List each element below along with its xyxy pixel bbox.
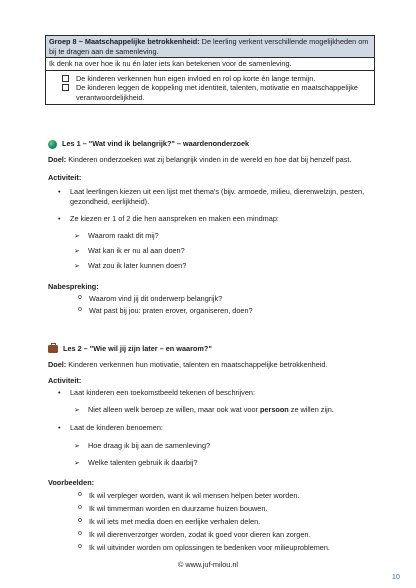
briefcase-icon	[48, 345, 58, 353]
les1-section	[48, 139, 378, 316]
arrow-item: ➢ Welke talenten gebruik ik daarbij?	[48, 458, 378, 468]
sub-item: o Waarom vind jij dit onderwerp belangrijk?	[48, 294, 378, 304]
doel-label: Doel:	[48, 155, 67, 164]
checklist-text: De kinderen leggen de koppeling met identiteit, talenten, motivatie en maatschappelijke verantwoordelijkheid.	[76, 83, 358, 102]
page-number: 10	[391, 572, 400, 581]
goal-table-header	[46, 36, 374, 58]
checklist-text: De kinderen verkennen hun eigen invloed en rol op korte én lange termijn.	[76, 73, 316, 83]
checkbox-icon	[62, 84, 69, 91]
arrow-item: ➢ Wat kan ik er nu al aan doen?	[48, 246, 378, 256]
arrow-item: ➢ Wat zou ik later kunnen doen?	[48, 261, 378, 271]
doel-text: Kinderen verkennen hun motivatie, talenten en maatschappelijke betrokkenheid.	[66, 360, 328, 369]
bullet-item: • Laat leerlingen kiezen uit een lijst met thema's (bijv. armoede, milieu, dierenwelzijn, pesten, gezondheid, eerlijkheid).	[48, 187, 378, 207]
les2-doel	[48, 360, 378, 370]
checkbox-icon	[62, 75, 69, 82]
arrow-item: ➢ Waarom raakt dit mij?	[48, 231, 378, 241]
goal-header-text: De leerling verkent verschillende mogelijkheden om bij te dragen aan de samenleving.	[49, 37, 369, 56]
goal-checklist	[46, 71, 374, 105]
les1-doel	[48, 155, 378, 165]
footer-copyright: © www.juf-milou.nl	[177, 560, 239, 569]
nabespreking-label: Nabespreking:	[48, 282, 99, 291]
doel-text: Kinderen onderzoeken wat zij belangrijk vinden in de wereld en hoe dat bij henzelf past.	[66, 155, 352, 164]
checklist-item	[62, 74, 371, 84]
sub-item: o Ik wil verpleger worden, want ik wil mensen helpen beter worden.	[48, 491, 378, 501]
goal-table-statement: Ik denk na over hoe ik nu én later iets kan betekenen voor de samenleving.	[46, 58, 374, 71]
arrow-text: ze willen zijn.	[288, 405, 334, 414]
sub-item: o Ik wil dierenverzorger worden, zodat ik goed voor dieren kan zorgen.	[48, 530, 378, 540]
les1-title: Les 1 – "Wat vind ik belangrijk?" – waardenonderzoek	[62, 139, 250, 148]
doel-label: Doel:	[48, 360, 67, 369]
arrow-text: Niet alleen welk beroep ze willen, maar ook wat voor	[88, 405, 260, 414]
checklist-item	[62, 83, 371, 102]
activiteit-label: Activiteit:	[48, 376, 82, 385]
sub-item: o Ik wil uitvinder worden om oplossingen te bedenken voor milieuproblemen.	[48, 543, 378, 553]
les2-title: Les 2 – "Wie wil jij zijn later – en waarom?"	[63, 344, 212, 353]
les2-heading	[48, 344, 378, 354]
arrow-bold-text: persoon	[259, 405, 289, 414]
arrow-item	[48, 405, 378, 415]
sub-item: o Ik wil timmerman worden en duurzame huizen bouwen.	[48, 504, 378, 514]
bullet-item: • Laat kinderen een toekomstbeeld tekenen of beschrijven:	[48, 388, 378, 398]
sub-item: o Wat past bij jou: praten erover, organiseren, doen?	[48, 306, 378, 316]
bullet-item: • Ze kiezen er 1 of 2 die hen aanspreken en maken een mindmap:	[48, 214, 378, 224]
goal-table	[45, 35, 375, 105]
les2-section	[48, 344, 378, 553]
sub-item: o Ik wil iets met media doen en eerlijke verhalen delen.	[48, 517, 378, 527]
arrow-item: ➢ Hoe draag ik bij aan de samenleving?	[48, 441, 378, 451]
voorbeelden-label: Voorbeelden:	[48, 478, 95, 487]
bullet-item: • Laat de kinderen benoemen:	[48, 423, 378, 433]
activiteit-label: Activiteit:	[48, 173, 82, 182]
globe-icon	[48, 140, 57, 149]
les1-heading	[48, 139, 378, 149]
goal-header-bold: Groep 8 ~ Maatschappelijke betrokkenheid:	[49, 37, 200, 46]
